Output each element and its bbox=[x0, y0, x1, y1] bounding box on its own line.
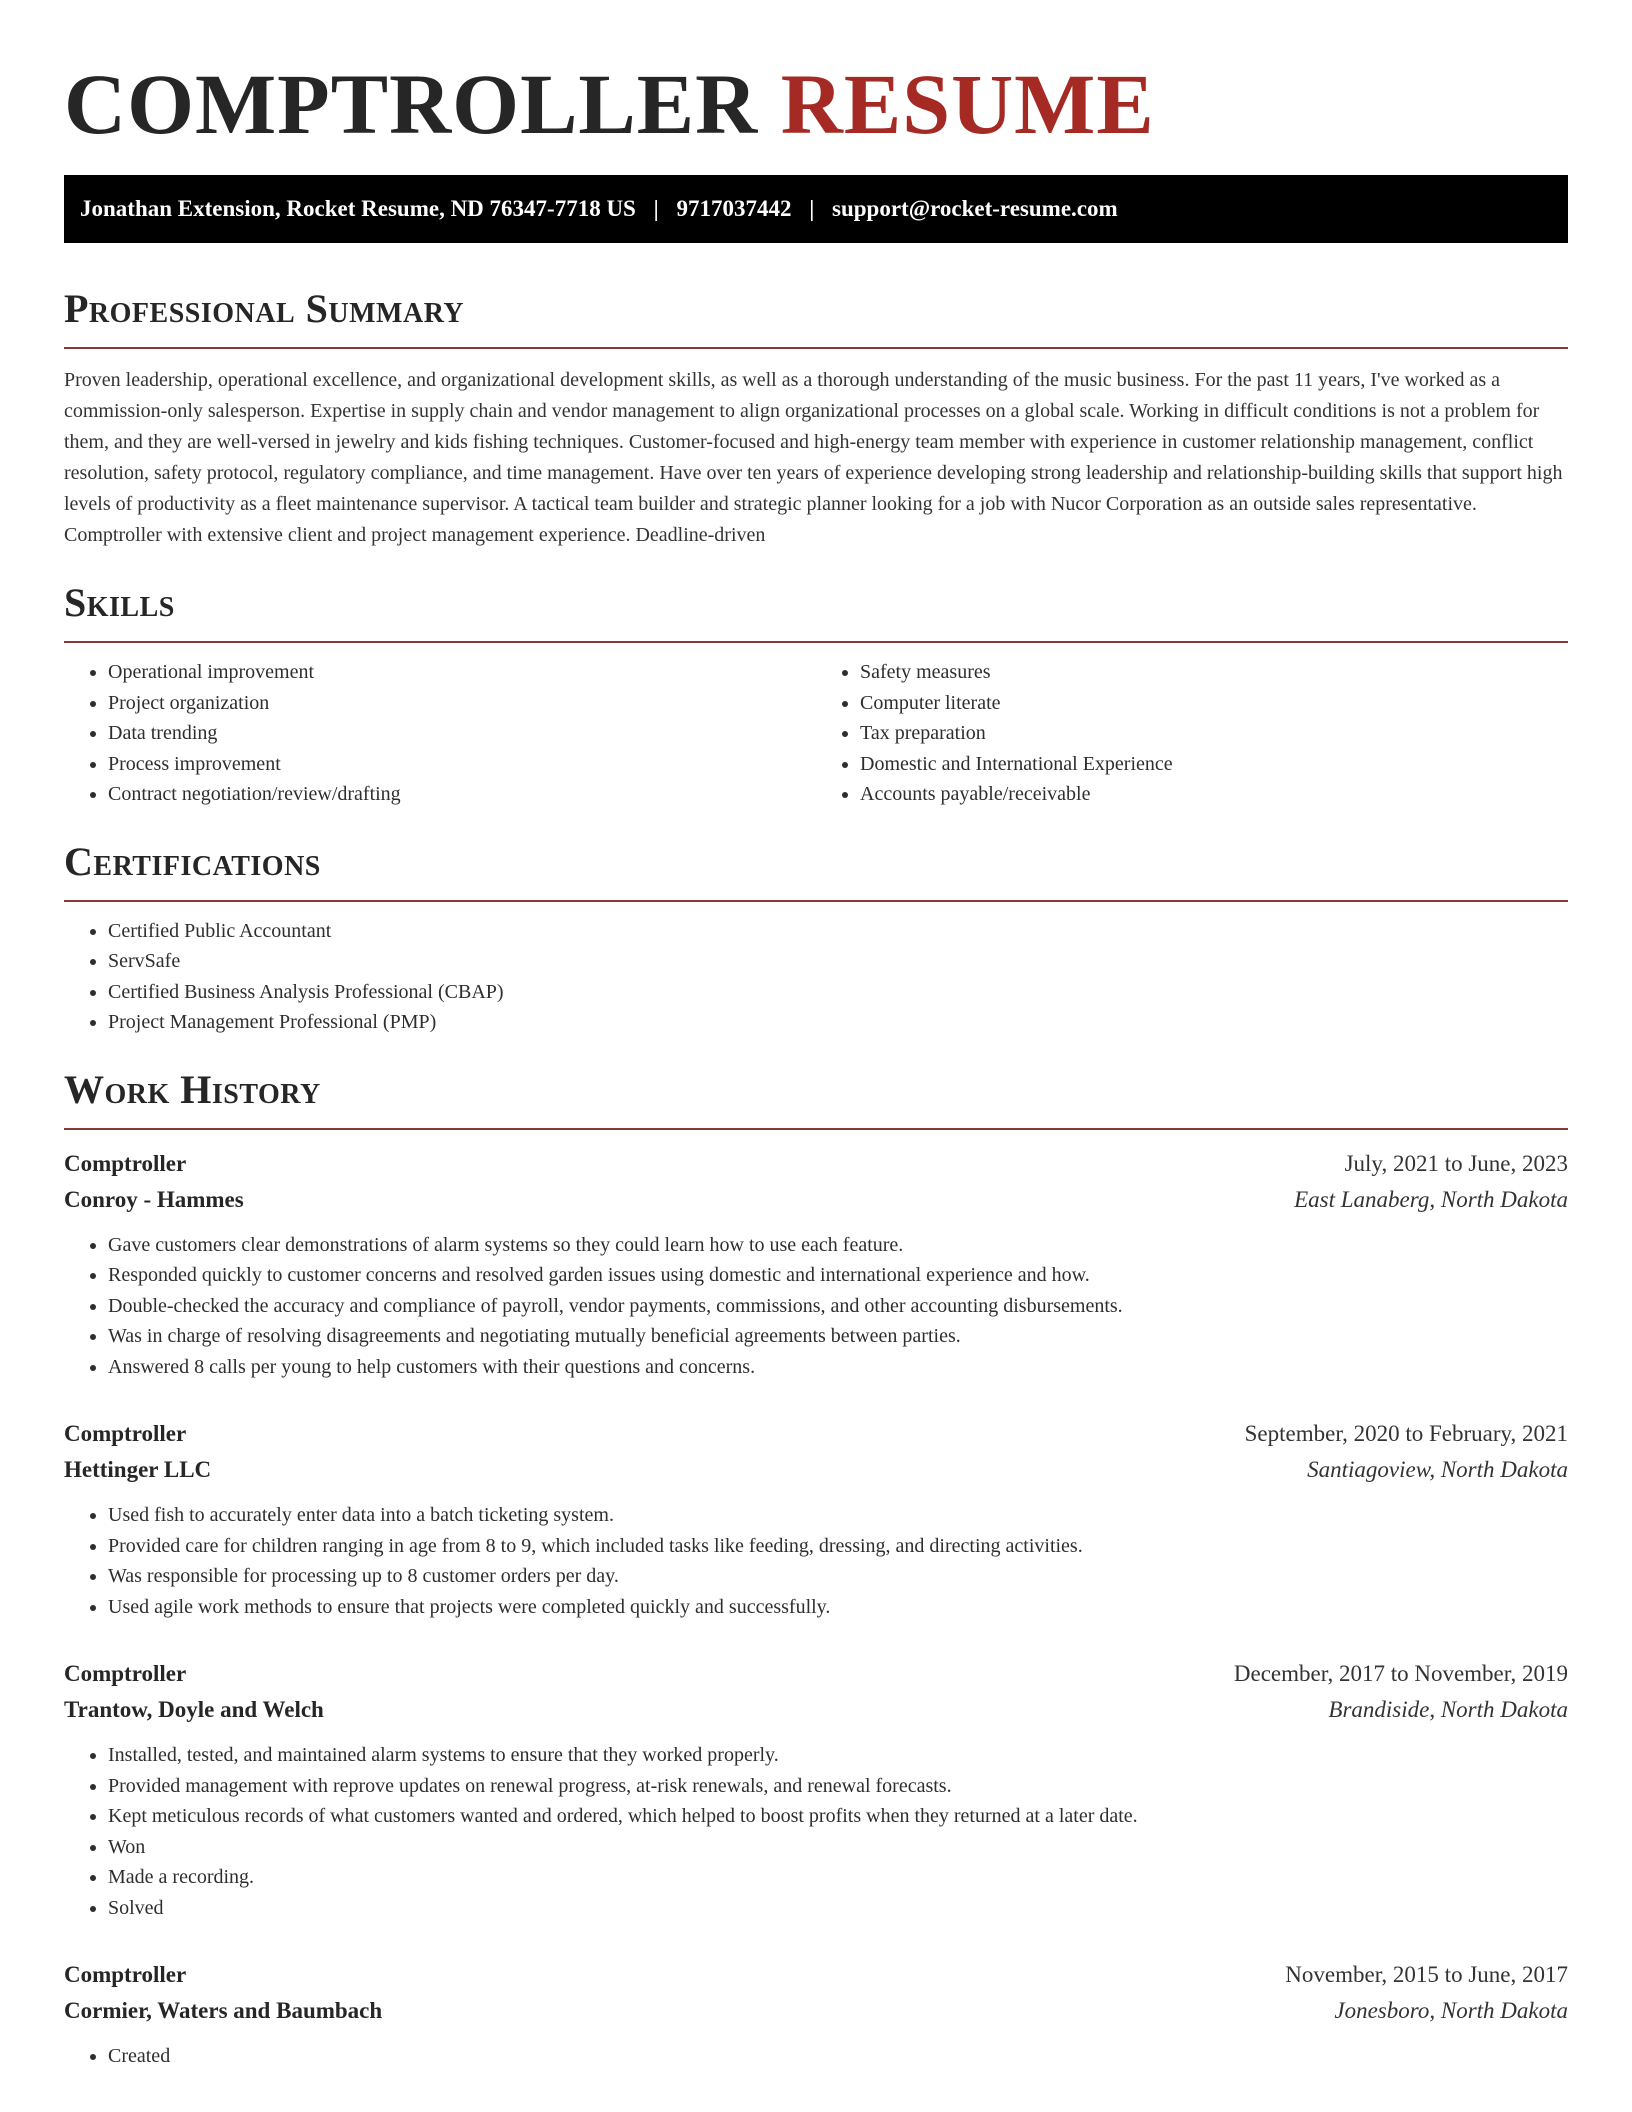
job-location: East Lanaberg, North Dakota bbox=[1294, 1186, 1568, 1212]
certification-item: • Project Management Professional (PMP) bbox=[108, 1007, 1568, 1038]
skills-heading: Skills bbox=[64, 580, 175, 625]
skill-item: • Computer literate bbox=[860, 688, 1568, 719]
skill-item: • Domestic and International Experience bbox=[860, 749, 1568, 780]
job-subheader-row bbox=[64, 1993, 1568, 2029]
skill-item: • Project organization bbox=[108, 688, 816, 719]
skill-item: • Contract negotiation/review/drafting bbox=[108, 779, 816, 810]
title-accent: RESUME bbox=[780, 56, 1155, 152]
job-header-row bbox=[64, 1957, 1568, 1993]
job-header-row bbox=[64, 1656, 1568, 1692]
job-title: Comptroller bbox=[64, 1661, 187, 1686]
job-dates: December, 2017 to November, 2019 bbox=[1233, 1661, 1568, 1686]
job-company: Cormier, Waters and Baumbach bbox=[64, 1998, 383, 2023]
job-bullet: • Solved bbox=[108, 1893, 1568, 1924]
work-history-heading: Work History bbox=[64, 1066, 321, 1112]
resume-title bbox=[64, 58, 1568, 150]
summary-text: Proven leadership, operational excellence, and organizational development skills, as well as a thorough understanding of the music business. For the past 11 years, I've worked as a commission-only salesperson. Expertise in supply chain and vendor management to align organizational processes on a global scale. Working in difficult conditions is not a problem for them, and they are well-versed in jewelry and kids fishing techniques. Customer-focused and high-energy team member with experience in customer relationship management, conflict resolution, safety protocol, regulatory compliance, and time management. Have over ten years of experience developing strong leadership and relationship-building skills that support high levels of productivity as a fleet maintenance supervisor. A tactical team builder and strategic planner looking for a job with Nucor Corporation as an outside sales representative. Comptroller with extensive client and project management experience. Deadline-driven bbox=[64, 369, 1563, 546]
skills-grid bbox=[64, 643, 1568, 810]
job-dates: July, 2021 to June, 2023 bbox=[1344, 1150, 1568, 1176]
job-bullets bbox=[64, 2041, 1568, 2072]
skill-item: • Operational improvement bbox=[108, 657, 816, 688]
job-location: Santiagoview, North Dakota bbox=[1307, 1457, 1568, 1482]
job-dates: September, 2020 to February, 2021 bbox=[1244, 1421, 1568, 1446]
job-bullet: • Installed, tested, and maintained alarm systems to ensure that they worked properly. bbox=[108, 1740, 1568, 1771]
contact-address: Jonathan Extension, Rocket Resume, ND 76347-7718 US bbox=[80, 196, 636, 221]
job-bullet: • Kept meticulous records of what customers wanted and ordered, which helped to boost profits when they returned at a later date. bbox=[108, 1801, 1568, 1832]
contact-separator: | bbox=[653, 196, 659, 221]
skills-list-right bbox=[816, 657, 1568, 810]
title-main: COMPTROLLER bbox=[64, 56, 759, 152]
contact-separator: | bbox=[809, 196, 815, 221]
work-history-section bbox=[64, 1066, 1568, 2072]
certifications-section bbox=[64, 838, 1568, 1038]
skill-item: • Tax preparation bbox=[860, 718, 1568, 749]
job-bullets bbox=[64, 1230, 1568, 1383]
skills-section bbox=[64, 579, 1568, 810]
job-bullet: • Double-checked the accuracy and compliance of payroll, vendor payments, commissions, and other accounting disbursements. bbox=[108, 1291, 1568, 1322]
section-divider bbox=[64, 900, 1568, 902]
job-title: Comptroller bbox=[64, 1150, 187, 1176]
job-entry bbox=[64, 1656, 1568, 1923]
contact-bar bbox=[64, 175, 1568, 243]
job-bullet: • Created bbox=[108, 2041, 1568, 2072]
job-bullet: • Responded quickly to customer concerns and resolved garden issues using domestic and international experience and how. bbox=[108, 1260, 1568, 1291]
certification-item: • Certified Public Accountant bbox=[108, 916, 1568, 947]
job-bullet: • Made a recording. bbox=[108, 1862, 1568, 1893]
job-entry bbox=[64, 1957, 1568, 2072]
job-header-row bbox=[64, 1416, 1568, 1452]
job-company: Hettinger LLC bbox=[64, 1457, 212, 1482]
contact-phone: 9717037442 bbox=[676, 196, 792, 221]
job-bullets bbox=[64, 1740, 1568, 1923]
summary-heading: Professional Summary bbox=[64, 286, 465, 331]
job-company: Conroy - Hammes bbox=[64, 1186, 244, 1212]
certifications-heading: Certifications bbox=[64, 838, 321, 884]
job-title: Comptroller bbox=[64, 1421, 187, 1446]
job-bullet: • Was in charge of resolving disagreements and negotiating mutually beneficial agreements between parties. bbox=[108, 1321, 1568, 1352]
job-bullet: • Was responsible for processing up to 8 customer orders per day. bbox=[108, 1561, 1568, 1592]
job-subheader-row bbox=[64, 1182, 1568, 1218]
job-title: Comptroller bbox=[64, 1962, 187, 1987]
job-bullet: • Won bbox=[108, 1832, 1568, 1863]
job-entry bbox=[64, 1146, 1568, 1383]
skills-list-left bbox=[64, 657, 816, 810]
certification-item: • ServSafe bbox=[108, 946, 1568, 977]
job-entry bbox=[64, 1416, 1568, 1622]
job-header-row bbox=[64, 1146, 1568, 1182]
resume-page bbox=[64, 0, 1568, 2072]
skill-item: • Accounts payable/receivable bbox=[860, 779, 1568, 810]
job-subheader-row bbox=[64, 1452, 1568, 1488]
certification-item: • Certified Business Analysis Professional (CBAP) bbox=[108, 977, 1568, 1008]
certifications-list bbox=[64, 916, 1568, 1038]
job-bullet: • Used fish to accurately enter data into a batch ticketing system. bbox=[108, 1500, 1568, 1531]
skill-item: • Data trending bbox=[108, 718, 816, 749]
job-bullet: • Answered 8 calls per young to help customers with their questions and concerns. bbox=[108, 1352, 1568, 1383]
job-location: Brandiside, North Dakota bbox=[1328, 1697, 1568, 1722]
job-location: Jonesboro, North Dakota bbox=[1334, 1998, 1568, 2023]
job-subheader-row bbox=[64, 1692, 1568, 1728]
skill-item: • Process improvement bbox=[108, 749, 816, 780]
summary-section bbox=[64, 285, 1568, 551]
contact-email: support@rocket-resume.com bbox=[832, 196, 1118, 221]
job-bullets bbox=[64, 1500, 1568, 1622]
skill-item: • Safety measures bbox=[860, 657, 1568, 688]
job-bullet: • Used agile work methods to ensure that projects were completed quickly and successfully. bbox=[108, 1592, 1568, 1623]
section-divider bbox=[64, 1128, 1568, 1130]
job-company: Trantow, Doyle and Welch bbox=[64, 1697, 324, 1722]
job-bullet: • Provided care for children ranging in age from 8 to 9, which included tasks like feeding, dressing, and directing activities. bbox=[108, 1531, 1568, 1562]
job-dates: November, 2015 to June, 2017 bbox=[1285, 1962, 1568, 1987]
section-divider bbox=[64, 347, 1568, 349]
job-bullet: • Gave customers clear demonstrations of alarm systems so they could learn how to use each feature. bbox=[108, 1230, 1568, 1261]
job-bullet: • Provided management with reprove updates on renewal progress, at-risk renewals, and renewal forecasts. bbox=[108, 1771, 1568, 1802]
